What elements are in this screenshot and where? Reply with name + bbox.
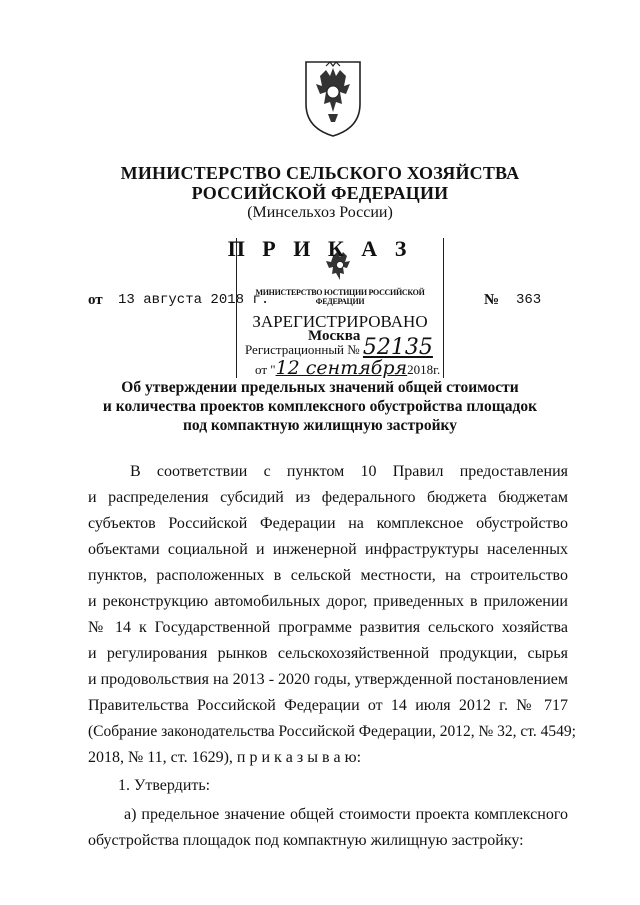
date-prefix: от [88, 292, 103, 308]
body-line: пунктов, расположенных в сельской местности, на строительство [88, 567, 568, 584]
body-line: и продовольствия на 2013 - 2020 годы, утвержденной постановлением [88, 671, 568, 688]
stamp-reg-label: Регистрационный № [245, 342, 360, 357]
body-line: 1. Утвердить: [118, 777, 211, 794]
body-line: и распределения субсидий из федерального бюджета бюджетам [88, 489, 568, 506]
city: Москва [308, 328, 361, 344]
body-line: (Собрание законодательства Российской Федерации, 2012, № 32, ст. 4549; [88, 723, 576, 740]
body-line: № 14 к Государственной программе развития сельского хозяйства [88, 619, 568, 636]
body-line: обустройства площадок под компактную жилищную застройку: [88, 832, 524, 849]
coat-of-arms-emblem [300, 58, 366, 138]
ministry-name-line1: МИНИСТЕРСТВО СЕЛЬСКОГО ХОЗЯЙСТВА [120, 163, 520, 183]
document-type: П Р И К А З [227, 236, 413, 261]
order-number: 363 [516, 292, 542, 308]
ministry-name-line2: РОССИЙСКОЙ ФЕДЕРАЦИИ [191, 183, 449, 203]
body-line: Правительства Российской Федерации от 14 июля 2012 г. № 717 [88, 697, 568, 714]
body-line: субъектов Российской Федерации на комплексное обустройство [88, 515, 568, 532]
stamp-year: 2018г. [407, 362, 441, 377]
body-line: объектами социальной и инженерной инфраструктуры населенных [88, 541, 568, 558]
ministry-short-name: (Минсельхоз России) [247, 204, 393, 221]
body-line: 2018, № 11, ст. 1629), п р и к а з ы в а ю: [88, 749, 362, 766]
body-line: и реконструкцию автомобильных дорог, приведенных в приложении [88, 593, 568, 610]
stamp-organization: МИНИСТЕРСТВО ЮСТИЦИИ РОССИЙСКОЙ ФЕДЕРАЦИИ [255, 288, 425, 306]
order-date: 13 августа 2018 г. [118, 292, 270, 308]
title-line2: и количества проектов комплексного обустройства площадок [102, 398, 538, 415]
stamp-date-handwritten: 12 сентября [275, 357, 408, 379]
stamp-date-line [255, 357, 440, 379]
number-label: № [484, 292, 500, 308]
title-line1: Об утверждении предельных значений общей стоимости [121, 379, 519, 396]
body-line: и регулирования рынков сельскохозяйственной продукции, сырья [88, 645, 568, 662]
title-line3: под компактную жилищную застройку [182, 417, 458, 434]
body-line: В соответствии с пунктом 10 Правил предоставления [130, 463, 568, 480]
stamp-reg-number: 52135 [362, 335, 433, 360]
body-line: а) предельное значение общей стоимости проекта комплексного [124, 806, 568, 823]
stamp-status: ЗАРЕГИСТРИРОВАНО [252, 312, 428, 331]
stamp-date-prefix: от " [255, 362, 276, 377]
